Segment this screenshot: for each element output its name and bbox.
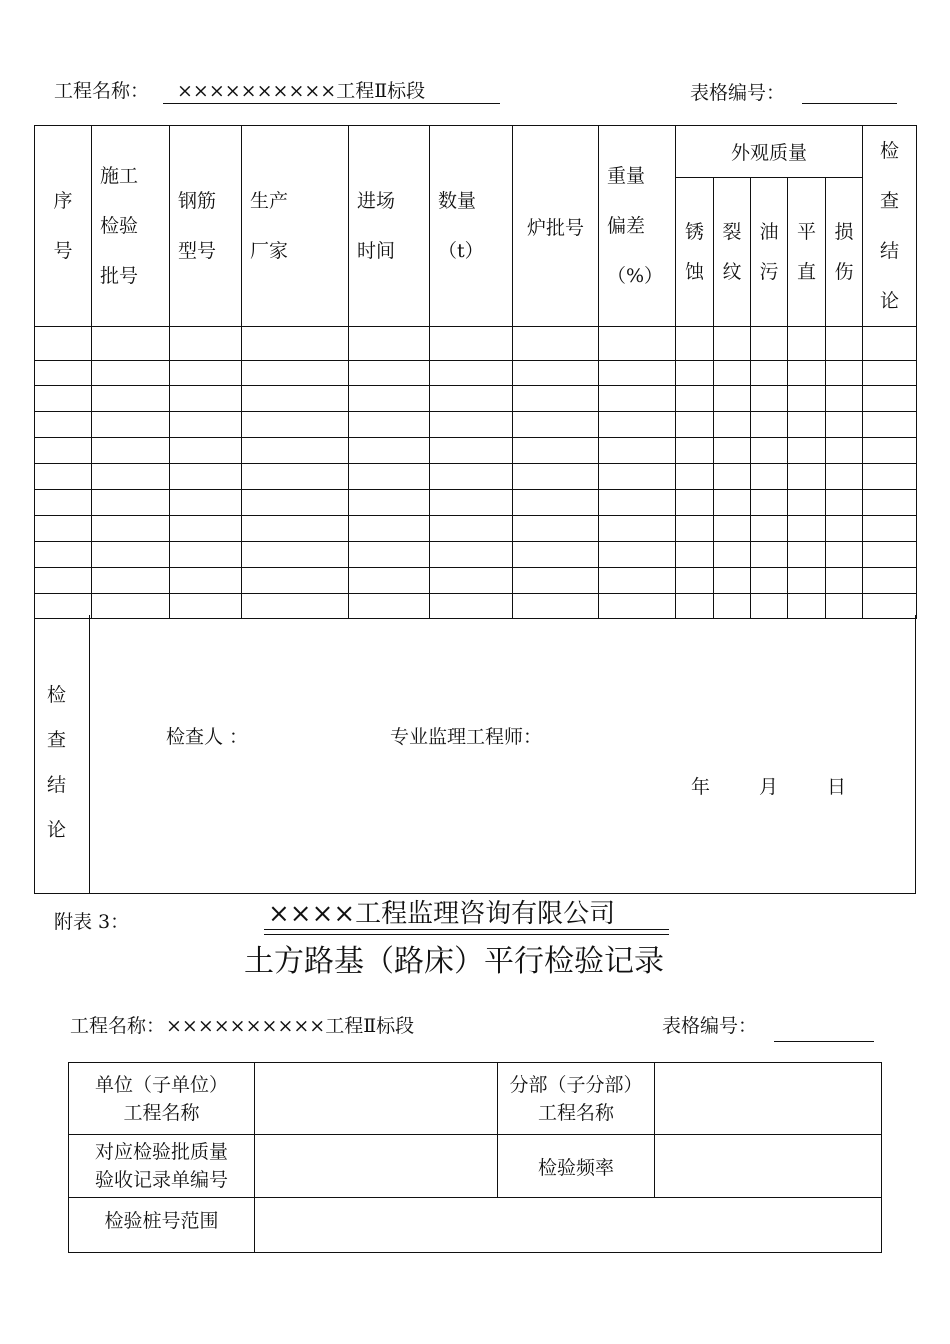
table-cell[interactable]: [788, 542, 826, 568]
table-cell[interactable]: [751, 542, 788, 568]
company-double-rule: [264, 929, 669, 935]
form2-title: 土方路基（路床）平行检验记录: [244, 944, 664, 979]
table-cell[interactable]: [788, 361, 826, 386]
table-cell[interactable]: [430, 516, 513, 542]
table-cell[interactable]: [751, 438, 788, 464]
table-cell[interactable]: [863, 542, 917, 568]
table-cell[interactable]: [714, 361, 751, 386]
table-cell[interactable]: [599, 327, 676, 361]
col-heat-no: 炉批号: [513, 126, 599, 327]
table-cell[interactable]: [349, 464, 430, 490]
table-cell[interactable]: [599, 412, 676, 438]
table-cell[interactable]: [513, 542, 599, 568]
conclusion-divider: [89, 615, 90, 894]
table-cell[interactable]: [513, 490, 599, 516]
table-cell[interactable]: [714, 464, 751, 490]
table-cell[interactable]: [826, 438, 863, 464]
inspector-label: 检查人 ：: [166, 726, 249, 748]
table-cell[interactable]: [349, 438, 430, 464]
table-row: [35, 464, 917, 490]
crack-text: 裂 纹: [722, 220, 742, 283]
table-cell[interactable]: [676, 568, 714, 594]
col-weight-dev: 重量 偏差 （%）: [599, 126, 676, 327]
table-cell[interactable]: [430, 327, 513, 361]
table-cell[interactable]: [430, 386, 513, 412]
table-cell[interactable]: [513, 327, 599, 361]
col-rust: [676, 177, 714, 327]
rust-text: 锈 蚀: [684, 220, 704, 283]
table-cell[interactable]: [170, 542, 242, 568]
table-cell[interactable]: [788, 568, 826, 594]
table-cell[interactable]: [430, 412, 513, 438]
subgrade-table: [68, 1062, 882, 1253]
table-cell[interactable]: [676, 412, 714, 438]
table-cell[interactable]: [676, 361, 714, 386]
table-cell[interactable]: [751, 516, 788, 542]
table-cell[interactable]: [242, 327, 349, 361]
table-cell[interactable]: [788, 464, 826, 490]
table-cell[interactable]: [92, 568, 170, 594]
table-cell[interactable]: [751, 490, 788, 516]
date-year: 年: [691, 776, 711, 798]
table-cell[interactable]: [170, 412, 242, 438]
table-cell[interactable]: [599, 542, 676, 568]
table-cell[interactable]: [242, 361, 349, 386]
table-cell[interactable]: [242, 438, 349, 464]
table-cell[interactable]: [513, 516, 599, 542]
range-label: 检验桩号范围: [69, 1198, 255, 1253]
col-maker: 生产 厂家: [242, 126, 349, 327]
table-cell[interactable]: [92, 386, 170, 412]
table-cell[interactable]: [513, 568, 599, 594]
table-row: [35, 386, 917, 412]
table-cell[interactable]: [430, 361, 513, 386]
table-cell[interactable]: [35, 412, 92, 438]
table-cell[interactable]: [170, 516, 242, 542]
table-cell[interactable]: [788, 386, 826, 412]
table-cell[interactable]: [92, 464, 170, 490]
table-cell[interactable]: [826, 542, 863, 568]
sub-name-value[interactable]: [655, 1063, 882, 1135]
table-cell[interactable]: [863, 412, 917, 438]
table-row: [35, 568, 917, 594]
table-row: [35, 327, 917, 361]
table-cell[interactable]: [430, 464, 513, 490]
table-row: [35, 542, 917, 568]
col-crack: [714, 177, 751, 327]
unit-name-value[interactable]: [255, 1063, 498, 1135]
table-cell[interactable]: [714, 386, 751, 412]
table-cell[interactable]: [826, 490, 863, 516]
table-cell[interactable]: [170, 327, 242, 361]
table-cell[interactable]: [714, 568, 751, 594]
table-cell[interactable]: [826, 327, 863, 361]
engineer-label: 专业监理工程师：: [390, 726, 543, 748]
table-cell[interactable]: [513, 361, 599, 386]
table-cell[interactable]: [92, 412, 170, 438]
table-cell[interactable]: [430, 490, 513, 516]
table-cell[interactable]: [826, 568, 863, 594]
table-cell[interactable]: [35, 327, 92, 361]
table-cell[interactable]: [170, 386, 242, 412]
table-cell[interactable]: [35, 438, 92, 464]
date-month: 月: [759, 776, 779, 798]
table-cell[interactable]: [35, 568, 92, 594]
flat-text: 平 直: [796, 220, 816, 283]
table-cell[interactable]: [430, 568, 513, 594]
col-oil: [751, 177, 788, 327]
table-cell[interactable]: [863, 568, 917, 594]
table-cell[interactable]: [714, 412, 751, 438]
table-cell[interactable]: [349, 568, 430, 594]
table-cell[interactable]: [242, 490, 349, 516]
table-cell[interactable]: [349, 327, 430, 361]
damage-text: 损 伤: [834, 220, 854, 283]
table-cell[interactable]: [242, 412, 349, 438]
table-cell[interactable]: [599, 516, 676, 542]
form2-number-label: 表格编号：: [662, 1015, 758, 1037]
table-cell[interactable]: [863, 386, 917, 412]
record-no-label: 对应检验批质量 验收记录单编号: [69, 1135, 255, 1198]
table-cell[interactable]: [92, 361, 170, 386]
col-rebar-type: 钢筋 型号: [170, 126, 242, 327]
range-value[interactable]: [255, 1198, 882, 1253]
table-cell[interactable]: [349, 386, 430, 412]
table-cell[interactable]: [714, 438, 751, 464]
col-entry-time: 进场 时间: [349, 126, 430, 327]
table-cell[interactable]: [788, 438, 826, 464]
table-cell[interactable]: [242, 568, 349, 594]
table-cell[interactable]: [676, 542, 714, 568]
table-cell[interactable]: [826, 386, 863, 412]
table-cell[interactable]: [170, 464, 242, 490]
appendix-label: 附表 3：: [54, 911, 130, 933]
table-cell[interactable]: [676, 438, 714, 464]
table-cell[interactable]: [863, 327, 917, 361]
table-cell[interactable]: [826, 516, 863, 542]
form2-number-field[interactable]: [774, 1041, 874, 1042]
table-cell[interactable]: [826, 361, 863, 386]
table-cell[interactable]: [863, 361, 917, 386]
table-cell[interactable]: [676, 386, 714, 412]
table-cell[interactable]: [714, 516, 751, 542]
table-cell[interactable]: [676, 490, 714, 516]
col-batch: 施工 检验 批号: [92, 126, 170, 327]
frequency-value[interactable]: [655, 1135, 882, 1198]
col-seq: [35, 126, 92, 327]
table-cell[interactable]: [349, 412, 430, 438]
table-cell[interactable]: [92, 542, 170, 568]
table-cell[interactable]: [788, 516, 826, 542]
table-cell[interactable]: [35, 516, 92, 542]
table-cell[interactable]: [349, 516, 430, 542]
table-cell[interactable]: [170, 490, 242, 516]
table-cell[interactable]: [599, 490, 676, 516]
table-cell[interactable]: [349, 542, 430, 568]
table-cell[interactable]: [751, 361, 788, 386]
oil-text: 油 污: [759, 220, 779, 283]
table-cell[interactable]: [676, 464, 714, 490]
table-cell[interactable]: [751, 327, 788, 361]
table-cell[interactable]: [430, 542, 513, 568]
table-cell[interactable]: [676, 327, 714, 361]
sub-name-label: 分部（子分部） 工程名称: [498, 1063, 655, 1135]
table-cell[interactable]: [170, 438, 242, 464]
table-row: [35, 438, 917, 464]
table-cell[interactable]: [788, 412, 826, 438]
table-cell[interactable]: [751, 568, 788, 594]
table-cell[interactable]: [242, 386, 349, 412]
table-cell[interactable]: [92, 438, 170, 464]
table-cell[interactable]: [170, 361, 242, 386]
record-no-value[interactable]: [255, 1135, 498, 1198]
table-row: [35, 490, 917, 516]
unit-name-label: 单位（子单位） 工程名称: [69, 1063, 255, 1135]
table-cell[interactable]: [92, 490, 170, 516]
table-cell[interactable]: [513, 464, 599, 490]
table-cell[interactable]: [599, 464, 676, 490]
table-cell[interactable]: [863, 438, 917, 464]
conclusion-header-text: 检 查 结 论: [880, 140, 900, 312]
table-cell[interactable]: [714, 542, 751, 568]
table-cell[interactable]: [826, 412, 863, 438]
company-name: ××××工程监理咨询有限公司: [268, 899, 616, 929]
table-cell[interactable]: [863, 490, 917, 516]
table-cell[interactable]: [751, 412, 788, 438]
table-cell[interactable]: [349, 361, 430, 386]
form2-project-label: 工程名称：: [70, 1015, 166, 1037]
conclusion-block: [34, 615, 916, 894]
table-cell[interactable]: [430, 438, 513, 464]
date-day: 日: [827, 776, 847, 798]
table-cell[interactable]: [599, 438, 676, 464]
table-cell[interactable]: [788, 327, 826, 361]
col-damage: [826, 177, 863, 327]
table-cell[interactable]: [676, 516, 714, 542]
table-cell[interactable]: [35, 464, 92, 490]
table-row: [35, 516, 917, 542]
table-cell[interactable]: [863, 516, 917, 542]
col-appearance: 外观质量: [676, 126, 863, 178]
table-cell[interactable]: [751, 464, 788, 490]
table-cell[interactable]: [35, 361, 92, 386]
table-cell[interactable]: [863, 464, 917, 490]
table-cell[interactable]: [35, 542, 92, 568]
table-cell[interactable]: [751, 386, 788, 412]
table-cell[interactable]: [35, 386, 92, 412]
table-cell[interactable]: [92, 327, 170, 361]
form-number-field[interactable]: [802, 103, 897, 104]
seq-text: 序 号: [53, 190, 73, 262]
form-number-label: 表格编号：: [690, 82, 786, 104]
table-cell[interactable]: [714, 327, 751, 361]
table-cell[interactable]: [826, 464, 863, 490]
table-cell[interactable]: [513, 438, 599, 464]
table-cell[interactable]: [242, 542, 349, 568]
table-cell[interactable]: [599, 568, 676, 594]
frequency-label: 检验频率: [498, 1135, 655, 1198]
conclusion-label-text: 检 查 结 论: [47, 684, 67, 841]
table-cell[interactable]: [35, 490, 92, 516]
table-cell[interactable]: [242, 464, 349, 490]
table-cell[interactable]: [92, 516, 170, 542]
table-cell[interactable]: [599, 386, 676, 412]
table-cell[interactable]: [599, 361, 676, 386]
col-flat: [788, 177, 826, 327]
form2-project-value: ××××××××××工程Ⅱ标段: [166, 1015, 415, 1037]
rebar-inspection-table: [34, 125, 917, 619]
project-name-value: ××××××××××工程Ⅱ标段: [163, 76, 500, 104]
table-cell[interactable]: [242, 516, 349, 542]
table-cell[interactable]: [349, 490, 430, 516]
col-quantity: 数量 （t）: [430, 126, 513, 327]
table-row: [35, 361, 917, 386]
col-conclusion: [863, 126, 917, 327]
table-row: [35, 412, 917, 438]
table-cell[interactable]: [513, 412, 599, 438]
table-cell[interactable]: [714, 490, 751, 516]
table-cell[interactable]: [788, 490, 826, 516]
table-cell[interactable]: [513, 386, 599, 412]
table-cell[interactable]: [170, 568, 242, 594]
project-name-label: 工程名称：: [54, 80, 150, 102]
